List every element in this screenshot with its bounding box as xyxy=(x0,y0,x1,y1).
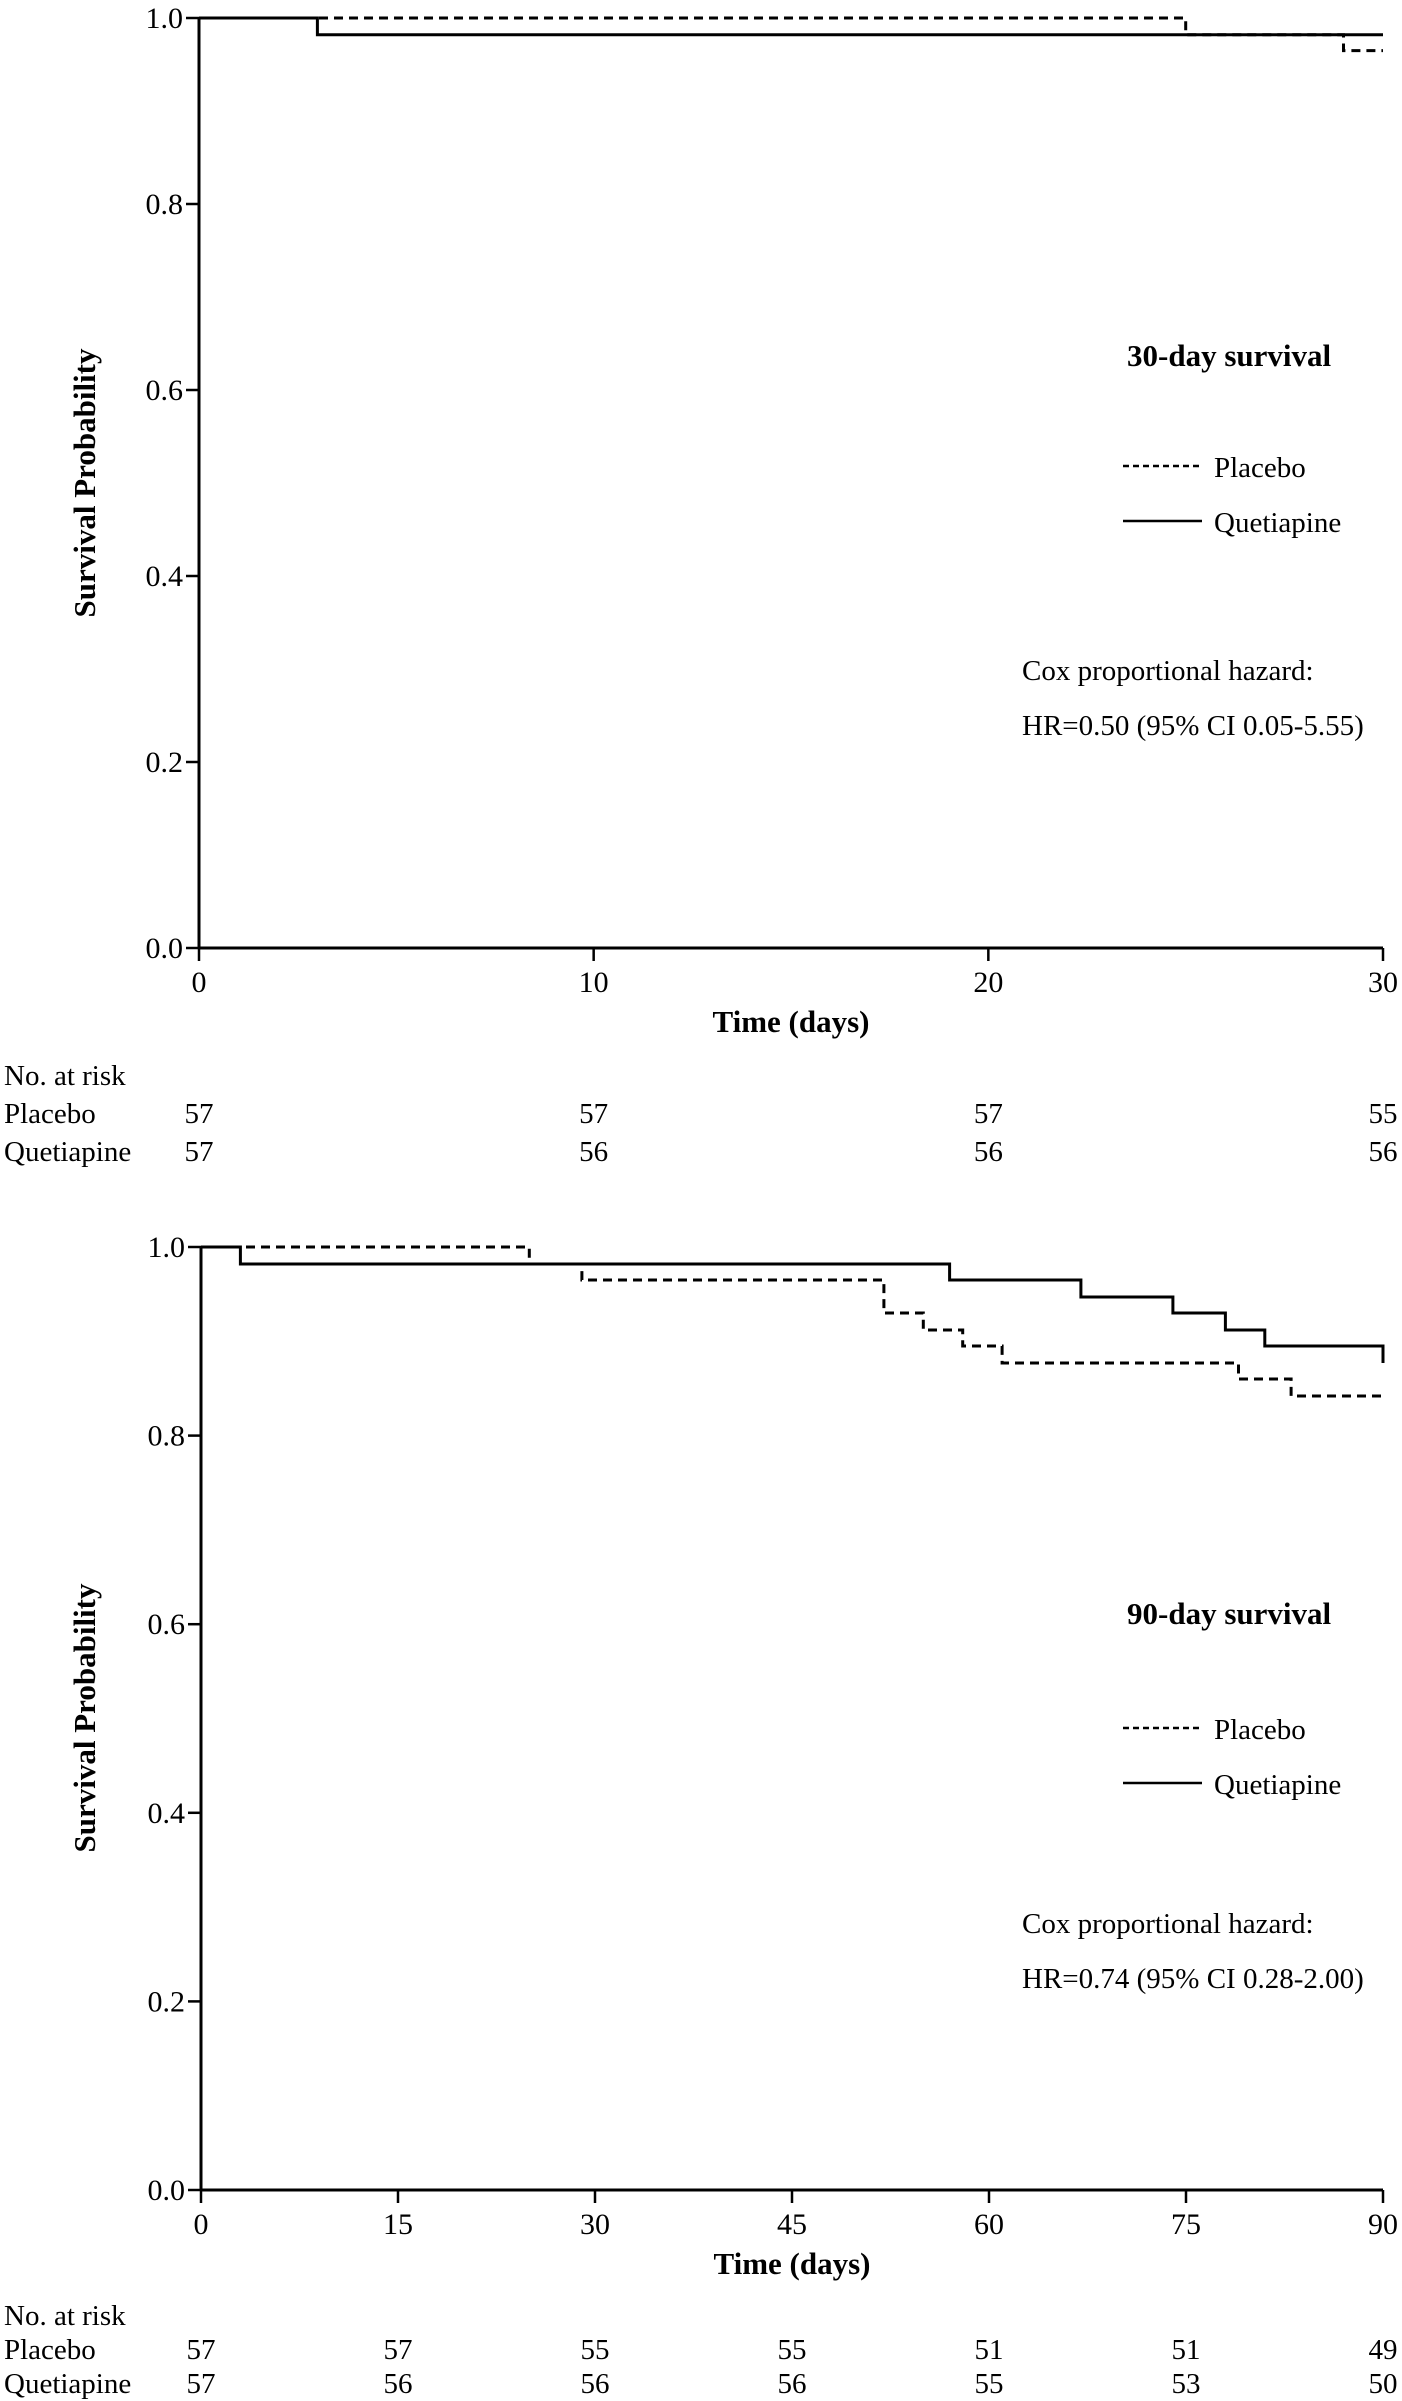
legend-label-placebo-30day: Placebo xyxy=(1214,452,1306,484)
risk-table-title: No. at risk xyxy=(4,2300,126,2332)
risk-count-placebo-t75: 51 xyxy=(1171,2334,1201,2366)
risk-row-label-placebo: Placebo xyxy=(4,1098,96,1130)
y-tick-label: 0.2 xyxy=(147,1985,185,2019)
x-tick-label: 90 xyxy=(1368,2208,1398,2241)
x-tick-label: 10 xyxy=(578,966,609,999)
legend-label-quetiapine-30day: Quetiapine xyxy=(1214,507,1342,539)
risk-count-placebo-t45: 55 xyxy=(777,2334,807,2366)
risk-count-placebo-t30: 55 xyxy=(580,2334,610,2366)
risk-count-placebo-t10: 57 xyxy=(579,1098,609,1130)
y-tick-label: 1.0 xyxy=(145,2,183,35)
y-tick-label: 1.0 xyxy=(147,1231,185,1264)
x-tick-label: 30 xyxy=(580,2208,610,2241)
risk-count-placebo-t90: 49 xyxy=(1368,2334,1398,2366)
y-tick-label: 0.0 xyxy=(147,2174,185,2207)
legend-label-placebo-90day: Placebo xyxy=(1214,1714,1306,1746)
risk-count-placebo-t60: 51 xyxy=(974,2334,1004,2366)
x-tick-label: 45 xyxy=(777,2208,807,2241)
panel-title-30day: 30-day survival xyxy=(1127,338,1332,373)
axes-30day xyxy=(146,2,1399,999)
axes-90day xyxy=(148,1231,1399,2241)
panel-30day xyxy=(67,2,1398,1039)
risk-count-quetiapine-t75: 53 xyxy=(1171,2368,1201,2400)
risk-count-quetiapine-t45: 56 xyxy=(777,2368,807,2400)
risk-count-quetiapine-t20: 56 xyxy=(973,1136,1003,1168)
y-tick-label: 0.2 xyxy=(145,746,183,779)
risk-count-placebo-t20: 57 xyxy=(973,1098,1003,1130)
legend-label-quetiapine-90day: Quetiapine xyxy=(1214,1769,1342,1801)
risk-row-label-placebo: Placebo xyxy=(4,2334,96,2366)
cox-annotation-line1-90day: Cox proportional hazard: xyxy=(1022,1908,1314,1940)
cox-annotation-line2-90day: HR=0.74 (95% CI 0.28-2.00) xyxy=(1022,1963,1364,1995)
cox-annotation-line1-30day: Cox proportional hazard: xyxy=(1022,655,1314,687)
y-tick-label: 0.4 xyxy=(147,1796,185,1830)
survival-curve-placebo xyxy=(201,1247,1383,1396)
curves-90day xyxy=(201,1247,1383,1396)
risk-count-quetiapine-t10: 56 xyxy=(579,1136,609,1168)
risk-count-placebo-t0: 57 xyxy=(186,2334,216,2366)
x-axis-label-30day: Time (days) xyxy=(712,1004,870,1039)
risk-count-quetiapine-t15: 56 xyxy=(383,2368,413,2400)
y-tick-label: 0.8 xyxy=(145,188,183,221)
panel-title-90day: 90-day survival xyxy=(1127,1596,1332,1631)
x-tick-label: 30 xyxy=(1368,966,1398,999)
x-axis-label-90day: Time (days) xyxy=(713,2246,871,2281)
risk-row-label-quetiapine: Quetiapine xyxy=(4,1136,132,1168)
y-tick-label: 0.6 xyxy=(147,1608,185,1642)
risk-count-placebo-t30: 55 xyxy=(1368,1098,1398,1130)
risk-row-label-quetiapine: Quetiapine xyxy=(4,2368,132,2400)
x-tick-label: 60 xyxy=(974,2208,1004,2241)
risk-table-title: No. at risk xyxy=(4,1060,126,1092)
y-tick-label: 0.0 xyxy=(145,932,183,965)
y-axis-label-90day: Survival Probability xyxy=(67,1583,102,1853)
x-tick-label: 20 xyxy=(973,966,1004,999)
risk-count-quetiapine-t30: 56 xyxy=(1368,1136,1398,1168)
y-tick-label: 0.6 xyxy=(145,374,183,407)
panel-90day xyxy=(67,1231,1398,2281)
cox-annotation-line2-30day: HR=0.50 (95% CI 0.05-5.55) xyxy=(1022,710,1364,742)
risk-count-placebo-t15: 57 xyxy=(383,2334,413,2366)
y-tick-label: 0.4 xyxy=(145,560,183,593)
survival-curve-quetiapine xyxy=(199,18,1383,35)
y-tick-label: 0.8 xyxy=(147,1419,185,1453)
curves-30day xyxy=(199,18,1383,51)
risk-count-quetiapine-t30: 56 xyxy=(580,2368,610,2400)
x-tick-label: 0 xyxy=(191,966,207,999)
survival-curve-quetiapine xyxy=(201,1247,1383,1363)
x-tick-label: 0 xyxy=(193,2208,209,2241)
risk-count-quetiapine-t60: 55 xyxy=(974,2368,1004,2400)
x-tick-label: 15 xyxy=(383,2208,413,2241)
x-tick-label: 75 xyxy=(1171,2208,1201,2241)
risk-count-quetiapine-t0: 57 xyxy=(186,2368,216,2400)
risk-count-quetiapine-t90: 50 xyxy=(1368,2368,1398,2400)
y-axis-label-30day: Survival Probability xyxy=(67,348,102,618)
risk-count-quetiapine-t0: 57 xyxy=(184,1136,214,1168)
risk-count-placebo-t0: 57 xyxy=(184,1098,214,1130)
